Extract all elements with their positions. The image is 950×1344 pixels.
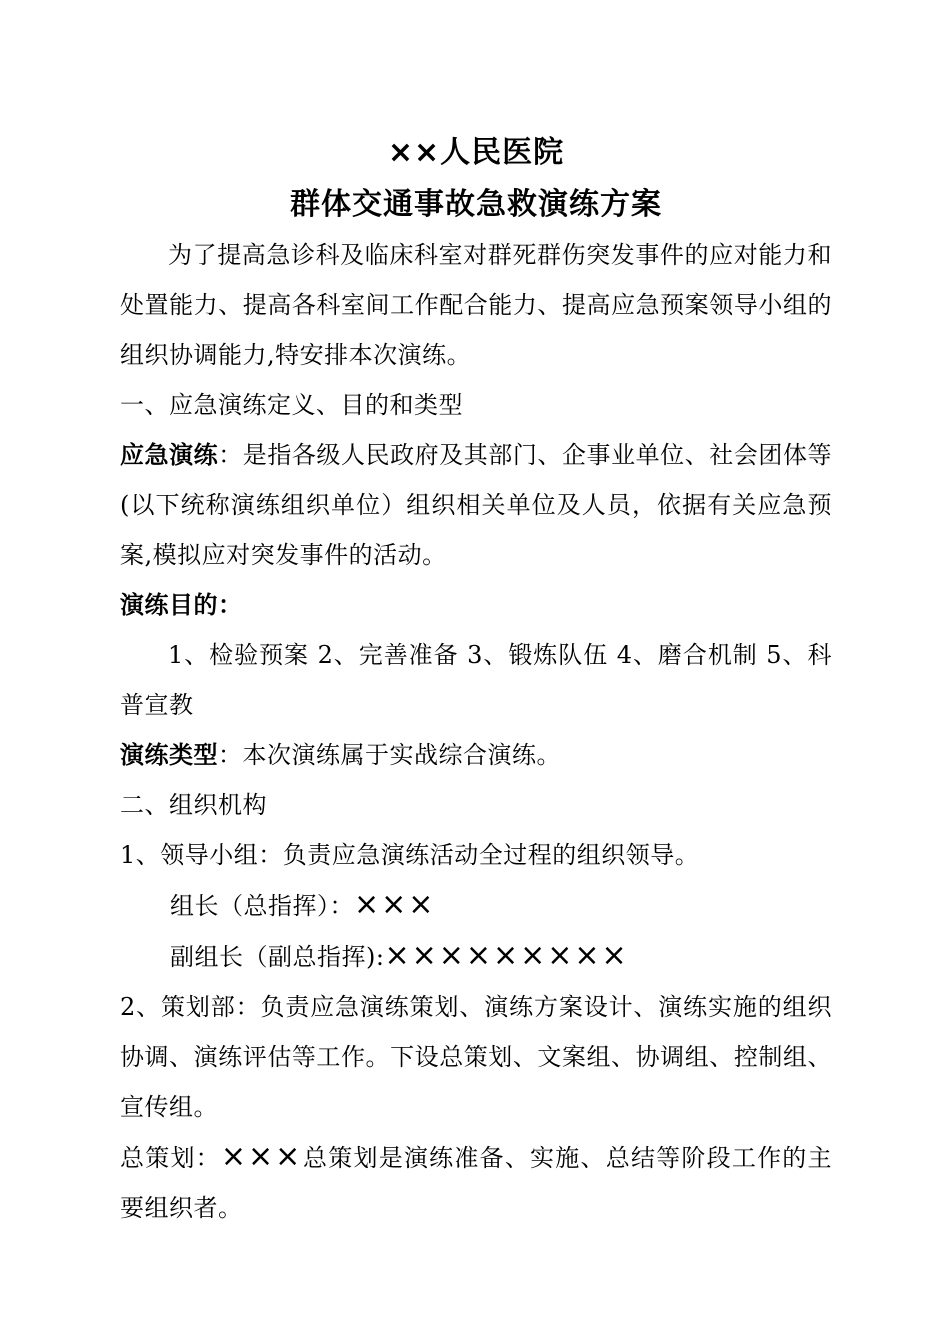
section2-heading: 二、组织机构 bbox=[120, 791, 267, 819]
chief-planner-label: 总策划： bbox=[120, 1144, 221, 1172]
definition-text: ：是指各级人民政府及其部门、企事业单位、社会团体等(以下统称演练组织单位）组织相关单位及人员，依据有关应急预案,模拟应对突发事件的活动。 bbox=[120, 441, 833, 569]
purpose-text: 1、检验预案 2、完善准备 3、锻炼队伍 4、磨合机制 5、科普宣教 bbox=[120, 641, 832, 719]
definition-label: 应急演练 bbox=[120, 441, 219, 469]
intro-paragraph: 为了提高急诊科及临床科室对群死群伤突发事件的应对能力和处置能力、提高各科室间工作配合能力、提高应急预案领导小组的组织协调能力,特安排本次演练。 bbox=[120, 241, 832, 369]
deputy-label: 副组长（副总指挥): bbox=[170, 943, 385, 971]
definition-paragraph bbox=[120, 430, 832, 580]
document-page bbox=[120, 128, 832, 1233]
leader-line bbox=[120, 880, 832, 931]
leader-label: 组长（总指挥）： bbox=[170, 892, 354, 920]
type-label: 演练类型 bbox=[120, 741, 218, 769]
type-paragraph bbox=[120, 730, 832, 780]
plan-title: 群体交通事故急救演练方案 bbox=[290, 187, 662, 222]
purpose-label: 演练目的： bbox=[120, 591, 243, 619]
deputy-names: ××××××××× bbox=[384, 938, 629, 973]
chief-planner-paragraph bbox=[120, 1132, 832, 1233]
chief-planner-text: 总策划是演练准备、实施、总结等阶段工作的主要组织者。 bbox=[120, 1144, 833, 1222]
chief-planner-name: ××× bbox=[220, 1139, 303, 1174]
planning-paragraph: 2、策划部：负责应急演练策划、演练方案设计、演练实施的组织协调、演练评估等工作。下设总策划、文案组、协调组、控制组、宣传组。 bbox=[120, 993, 832, 1121]
leader-group-paragraph: 1、领导小组：负责应急演练活动全过程的组织领导。 bbox=[120, 841, 700, 869]
leader-name: ××× bbox=[354, 887, 436, 922]
section1-heading: 一、应急演练定义、目的和类型 bbox=[120, 391, 463, 419]
type-text: ：本次演练属于实战综合演练。 bbox=[218, 741, 561, 769]
deputy-line bbox=[120, 931, 832, 982]
hospital-title: ××人民医院 bbox=[387, 135, 565, 170]
